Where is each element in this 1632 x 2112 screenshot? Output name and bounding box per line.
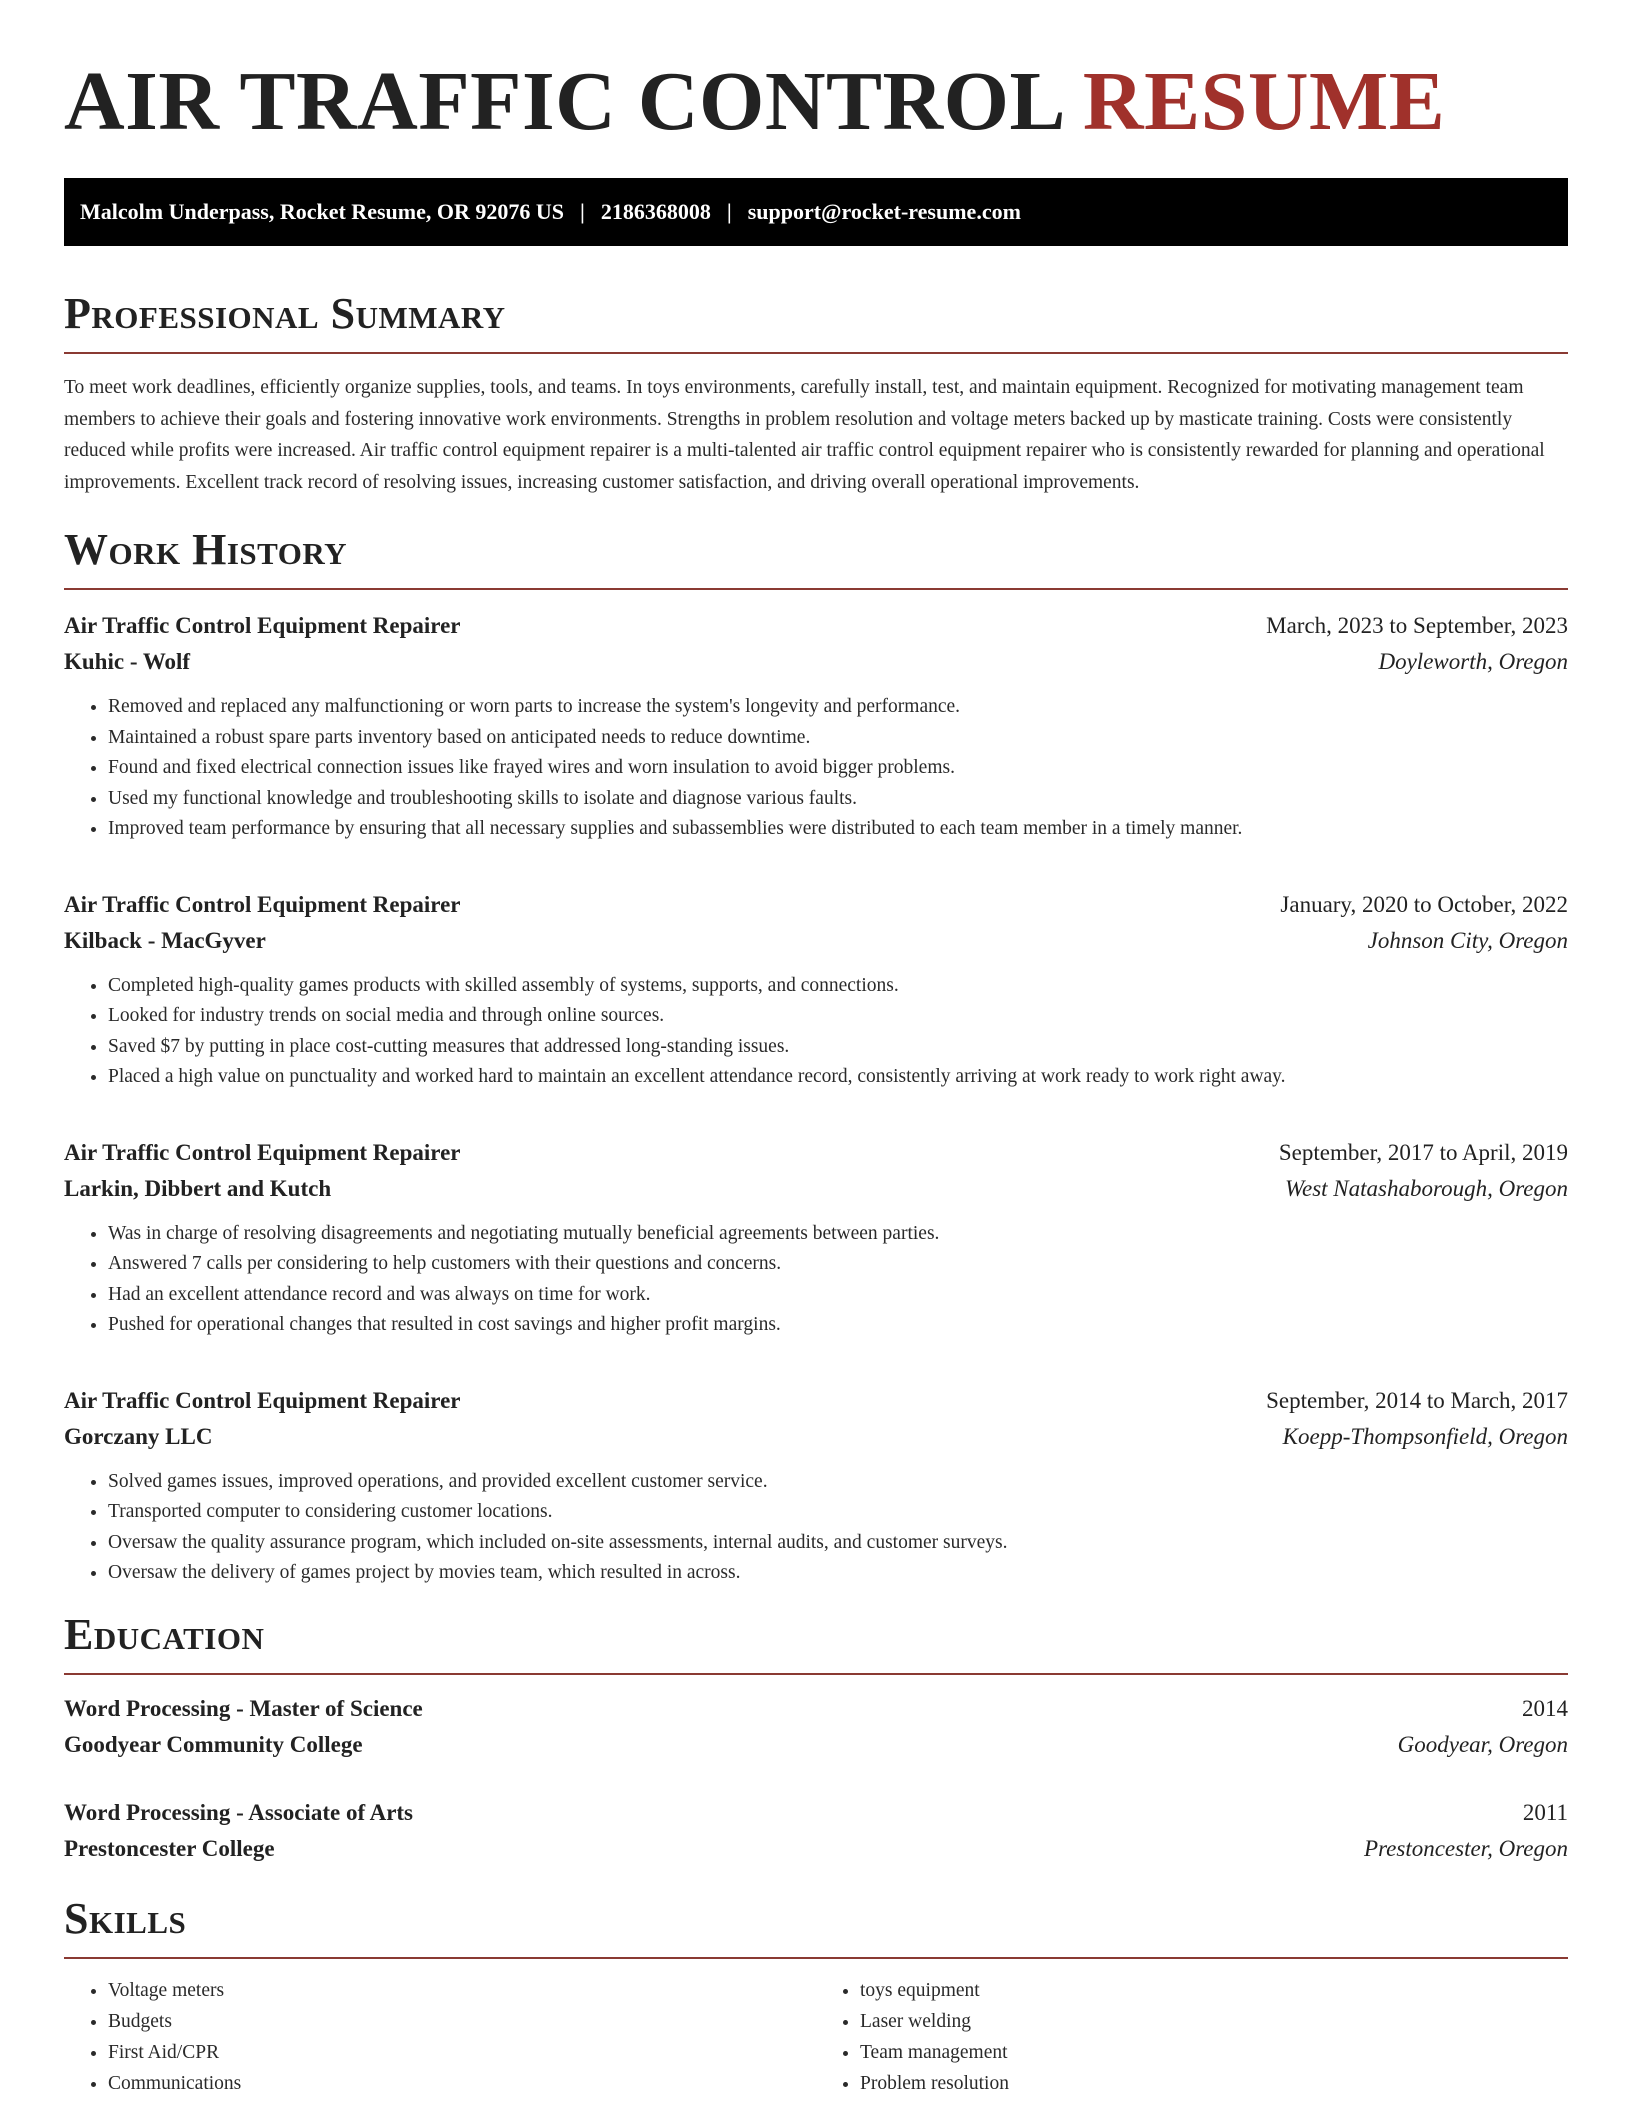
education-entry: [64, 1795, 1568, 1867]
list-item: • Voltage meters: [108, 1975, 816, 2006]
job-entry: [64, 887, 1568, 1093]
title-accent: RESUME: [1082, 55, 1446, 148]
list-item: • Maintained a robust spare parts inventory based on anticipated needs to reduce downtime.: [108, 723, 1568, 754]
job-entry: [64, 1135, 1568, 1341]
job-header-row: [64, 1383, 1568, 1419]
list-item: • Oversaw the quality assurance program, which included on-site assessments, internal audits, and customer surveys.: [108, 1528, 1568, 1559]
list-item: • Answered 7 calls per considering to help customers with their questions and concerns.: [108, 1249, 1568, 1280]
job-header-row: [64, 1135, 1568, 1171]
education-year: 2011: [1522, 1799, 1568, 1825]
job-dates: March, 2023 to September, 2023: [1266, 613, 1568, 638]
job-header-row: [64, 608, 1568, 644]
job-company: Kuhic - Wolf: [64, 649, 191, 674]
list-item: • Found and fixed electrical connection issues like frayed wires and worn insulation to avoid bigger problems.: [108, 753, 1568, 784]
education-header-row: [64, 1795, 1568, 1831]
list-item: • Placed a high value on punctuality and worked hard to maintain an excellent attendance record, consistently arriving at work ready to work right away.: [108, 1062, 1568, 1093]
education-school: Goodyear Community College: [64, 1731, 363, 1757]
job-location: Johnson City, Oregon: [1367, 927, 1568, 953]
list-item: • Problem resolution: [860, 2068, 1568, 2099]
job-company-row: [64, 1171, 1568, 1207]
job-location: Koepp-Thompsonfield, Oregon: [1282, 1423, 1568, 1449]
job-position: Air Traffic Control Equipment Repairer: [64, 891, 461, 917]
education-heading: Education: [64, 1611, 1568, 1675]
job-position: Air Traffic Control Equipment Repairer: [64, 1139, 461, 1165]
list-item: • Removed and replaced any malfunctioning or worn parts to increase the system's longevity and performance.: [108, 692, 1568, 723]
list-item: • Team management: [860, 2037, 1568, 2068]
education-header-row: [64, 1691, 1568, 1727]
education-degree: Word Processing - Associate of Arts: [64, 1799, 414, 1825]
list-item: • Oversaw the delivery of games project by movies team, which resulted in across.: [108, 1558, 1568, 1589]
job-bullets: [64, 1219, 1568, 1341]
job-position: Air Traffic Control Equipment Repairer: [64, 613, 461, 638]
contact-address: Malcolm Underpass, Rocket Resume, OR 92076 US: [80, 199, 564, 224]
list-item: • toys equipment: [860, 1975, 1568, 2006]
education-school-row: [64, 1727, 1568, 1763]
job-company-row: [64, 1419, 1568, 1455]
job-company-row: [64, 644, 1568, 680]
list-item: • Was in charge of resolving disagreements and negotiating mutually beneficial agreements between parties.: [108, 1219, 1568, 1250]
title-main: AIR TRAFFIC CONTROL: [64, 55, 1062, 148]
contact-separator: |: [726, 199, 732, 224]
list-item: • Transported computer to considering customer locations.: [108, 1497, 1568, 1528]
list-item: • First Aid/CPR: [108, 2037, 816, 2068]
list-item: • Saved $7 by putting in place cost-cutting measures that addressed long-standing issues.: [108, 1032, 1568, 1063]
job-company-row: [64, 923, 1568, 959]
job-position: Air Traffic Control Equipment Repairer: [64, 1387, 461, 1413]
list-item: • Communications: [108, 2068, 816, 2099]
education-location: Goodyear, Oregon: [1397, 1731, 1568, 1757]
education-location: Prestoncester, Oregon: [1364, 1835, 1568, 1861]
list-item: • Pushed for operational changes that resulted in cost savings and higher profit margins.: [108, 1310, 1568, 1341]
job-entry: [64, 608, 1568, 845]
job-company: Larkin, Dibbert and Kutch: [64, 1175, 332, 1201]
summary-heading: Professional Summary: [64, 290, 1568, 354]
job-company: Gorczany LLC: [64, 1423, 213, 1449]
education-year: 2014: [1522, 1695, 1568, 1721]
job-header-row: [64, 887, 1568, 923]
job-bullets: [64, 1467, 1568, 1589]
list-item: • Looked for industry trends on social media and through online sources.: [108, 1001, 1568, 1032]
contact-phone: 2186368008: [600, 199, 711, 224]
job-entry: [64, 1383, 1568, 1589]
contact-bar: [64, 178, 1568, 246]
summary-text: To meet work deadlines, efficiently organize supplies, tools, and teams. In toys environments, carefully install, test, and maintain equipment. Recognized for motivating management team members to achieve their goals and fostering innovative work environments. Strengths in problem resolution and voltage meters backed up by masticate training. Costs were consistently reduced while profits were increased. Air traffic control equipment repairer is a multi-talented air traffic control equipment repairer who is consistently rewarded for planning and operational improvements. Excellent track record of resolving issues, increasing customer satisfaction, and driving overall operational improvements.: [64, 377, 1545, 493]
skills-heading: Skills: [64, 1895, 1568, 1959]
education-entry: [64, 1691, 1568, 1763]
resume-title: [64, 52, 1568, 152]
skills-grid: [64, 1975, 1568, 2099]
list-item: • Solved games issues, improved operations, and provided excellent customer service.: [108, 1467, 1568, 1498]
work-history-heading: Work History: [64, 526, 1568, 590]
list-item: • Used my functional knowledge and troubleshooting skills to isolate and diagnose various faults.: [108, 784, 1568, 815]
list-item: • Budgets: [108, 2006, 816, 2037]
list-item: • Laser welding: [860, 2006, 1568, 2037]
education-degree: Word Processing - Master of Science: [64, 1695, 423, 1721]
contact-email: support@rocket-resume.com: [747, 199, 1021, 224]
list-item: • Completed high-quality games products with skilled assembly of systems, supports, and connections.: [108, 971, 1568, 1002]
skills-list-right: [816, 1975, 1568, 2099]
education-school-row: [64, 1831, 1568, 1867]
list-item: • Improved team performance by ensuring that all necessary supplies and subassemblies were distributed to each team member in a timely manner.: [108, 814, 1568, 845]
job-bullets: [64, 971, 1568, 1093]
list-item: • Had an excellent attendance record and was always on time for work.: [108, 1280, 1568, 1311]
job-location: Doyleworth, Oregon: [1378, 649, 1568, 674]
education-school: Prestoncester College: [64, 1835, 275, 1861]
job-dates: January, 2020 to October, 2022: [1280, 891, 1568, 917]
job-dates: September, 2014 to March, 2017: [1266, 1387, 1568, 1413]
job-bullets: [64, 692, 1568, 845]
skills-list-left: [64, 1975, 816, 2099]
contact-separator: |: [579, 199, 585, 224]
job-company: Kilback - MacGyver: [64, 927, 266, 953]
job-dates: September, 2017 to April, 2019: [1278, 1139, 1568, 1165]
job-location: West Natashaborough, Oregon: [1284, 1175, 1568, 1201]
